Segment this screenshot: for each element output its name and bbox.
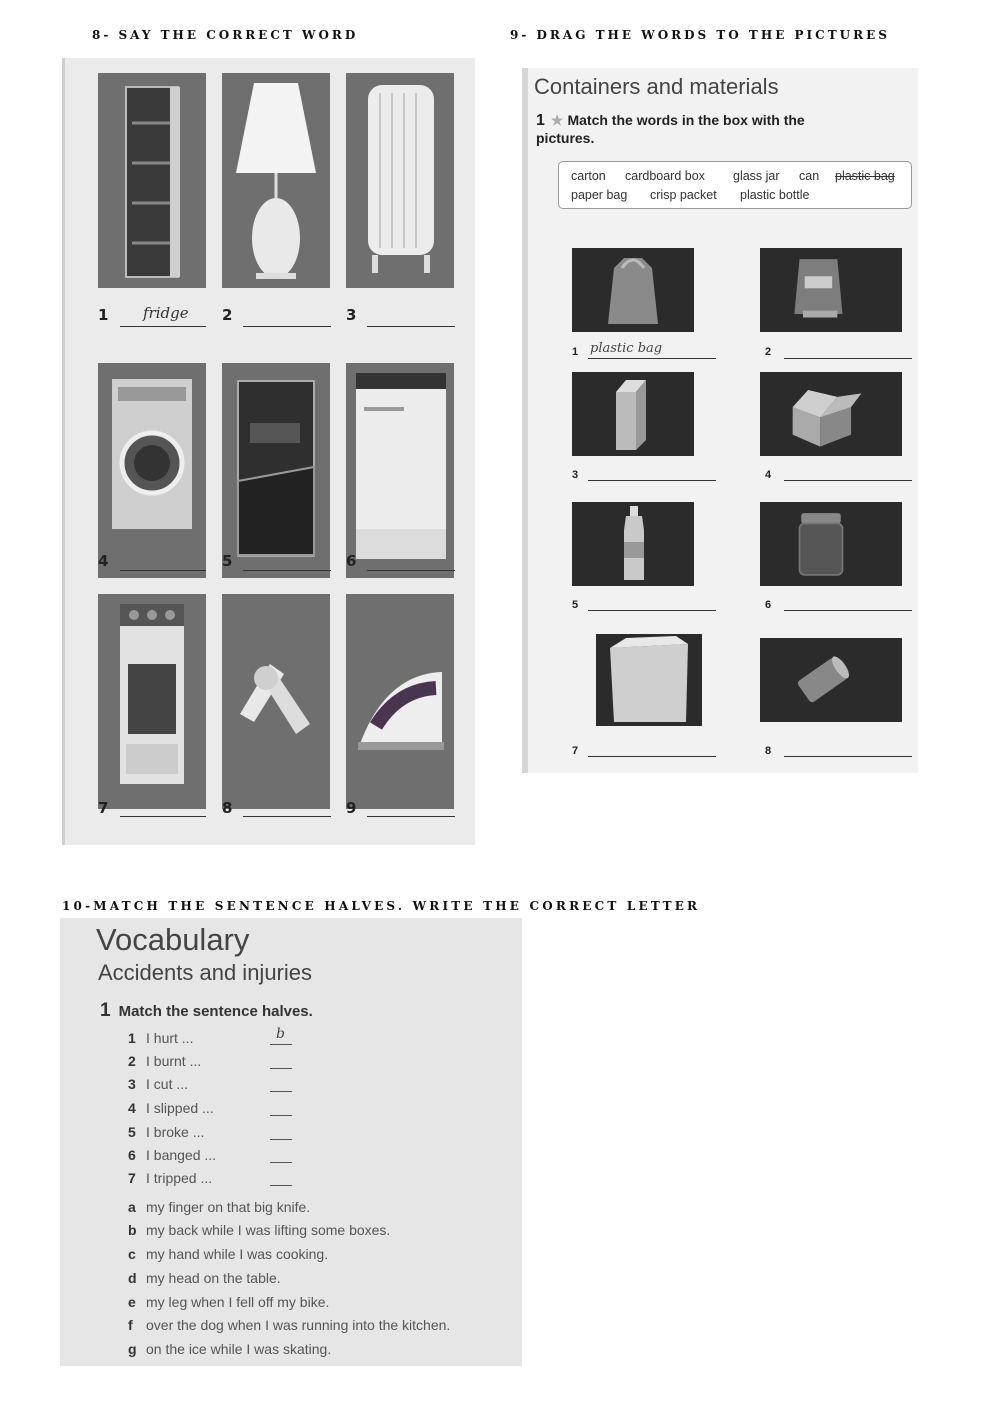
word-chip-cardboard-box[interactable]: cardboard box: [625, 169, 705, 183]
item-number: 7: [98, 799, 109, 817]
answer-line[interactable]: [243, 326, 331, 327]
iron-icon: [346, 594, 454, 809]
item-number: 6: [765, 599, 772, 611]
plastic-bag-icon[interactable]: [572, 248, 694, 332]
answer-line[interactable]: [120, 326, 206, 327]
word-chip-plastic-bottle[interactable]: plastic bottle: [740, 188, 810, 202]
answer-line[interactable]: [588, 480, 716, 481]
list-item: 5 I broke ...: [128, 1124, 205, 1140]
answer-line[interactable]: [588, 610, 716, 611]
answer-line[interactable]: [588, 756, 716, 757]
answer-line[interactable]: [120, 570, 206, 571]
exercise-instruction: [100, 1000, 313, 1022]
heading-section-8: 8- SAY THE CORRECT WORD: [92, 28, 359, 42]
word-chip-crisp-packet[interactable]: crisp packet: [650, 188, 717, 202]
dishwasher-open-icon: [222, 363, 330, 578]
item-number: 5: [572, 599, 579, 611]
written-answer[interactable]: fridge: [143, 304, 189, 322]
word-chip-paper-bag[interactable]: paper bag: [571, 188, 628, 202]
answer-line[interactable]: [367, 326, 455, 327]
answer-line[interactable]: [784, 358, 912, 359]
list-item: b my back while I was lifting some boxes.: [128, 1222, 391, 1238]
answer-blank[interactable]: [270, 1091, 292, 1092]
list-item: 7 I tripped ...: [128, 1170, 213, 1186]
vocabulary-title: Vocabulary: [96, 922, 250, 957]
item-number: 2: [765, 346, 772, 358]
radiator-icon: [346, 73, 454, 288]
answer-line[interactable]: [367, 816, 455, 817]
item-number: 4: [765, 469, 772, 481]
answer-blank[interactable]: [270, 1068, 292, 1069]
tall-fridge-icon: [98, 73, 206, 288]
lamp-icon: [222, 73, 330, 288]
heading-section-9: 9- DRAG THE WORDS TO THE PICTURES: [510, 28, 890, 42]
washing-machine-icon: [98, 363, 206, 578]
list-item: d my head on the table.: [128, 1270, 281, 1286]
list-item: 3 I cut ...: [128, 1076, 189, 1092]
carton-icon[interactable]: [572, 372, 694, 456]
answer-line[interactable]: [784, 480, 912, 481]
answer-line[interactable]: [784, 756, 912, 757]
word-chip-glass-jar[interactable]: glass jar: [733, 169, 780, 183]
word-chip-plastic-bag[interactable]: plastic bag: [835, 169, 895, 183]
item-number: 1: [572, 346, 579, 358]
item-number: 6: [346, 552, 357, 570]
answer-line[interactable]: [243, 570, 331, 571]
crisp-packet-icon[interactable]: [760, 248, 902, 332]
item-number: 3: [346, 306, 357, 324]
dishwasher-icon: [346, 363, 454, 578]
answer-line[interactable]: [243, 816, 331, 817]
written-answer[interactable]: plastic bag: [590, 341, 663, 356]
vocabulary-subtitle: Accidents and injuries: [98, 960, 313, 985]
can-icon[interactable]: [760, 638, 902, 722]
exercise-number: 1: [100, 1000, 111, 1021]
list-item: 6 I banged ...: [128, 1147, 217, 1163]
answer-line[interactable]: [120, 816, 206, 817]
answer-line[interactable]: [588, 358, 716, 359]
item-number: 4: [98, 552, 109, 570]
list-item: 1 I hurt ...: [128, 1030, 194, 1046]
written-answer[interactable]: b: [276, 1026, 285, 1042]
answer-line[interactable]: [367, 570, 455, 571]
star-icon: ★: [550, 112, 564, 128]
list-item: e my leg when I fell off my bike.: [128, 1294, 330, 1310]
exercise-number: 1: [536, 112, 545, 129]
answer-blank[interactable]: [270, 1115, 292, 1116]
hairdryer-icon: [222, 594, 330, 809]
item-number: 7: [572, 745, 579, 757]
item-number: 8: [765, 745, 772, 757]
accidents-worksheet: [60, 918, 522, 1366]
heading-section-10: 10-MATCH THE SENTENCE HALVES. WRITE THE CORRECT LETTER: [62, 899, 701, 913]
plastic-bottle-icon[interactable]: [572, 502, 694, 586]
word-box: [558, 161, 912, 209]
glass-jar-icon[interactable]: [760, 502, 902, 586]
list-item: 2 I burnt ...: [128, 1053, 202, 1069]
item-number: 9: [346, 799, 357, 817]
exercise-instruction: [536, 112, 856, 146]
answer-blank[interactable]: [270, 1139, 292, 1140]
instruction-text: Match the words in the box with the pictures.: [536, 112, 805, 146]
containers-worksheet: [522, 68, 918, 773]
exercise-title: Containers and materials: [534, 74, 779, 99]
appliances-worksheet: [62, 58, 475, 845]
item-number: 2: [222, 306, 233, 324]
word-chip-carton[interactable]: carton: [571, 169, 606, 183]
item-number: 1: [98, 306, 109, 324]
item-number: 8: [222, 799, 233, 817]
list-item: c my hand while I was cooking.: [128, 1246, 329, 1262]
answer-blank[interactable]: [270, 1162, 292, 1163]
item-number: 3: [572, 469, 579, 481]
list-item: g on the ice while I was skating.: [128, 1341, 332, 1357]
list-item: a my finger on that big knife.: [128, 1199, 311, 1215]
instruction-text: Match the sentence halves.: [118, 1003, 313, 1020]
list-item: 4 I slipped ...: [128, 1100, 214, 1116]
item-number: 5: [222, 552, 233, 570]
cardboard-box-icon[interactable]: [760, 372, 902, 456]
paper-bag-icon[interactable]: [596, 634, 702, 726]
cooker-icon: [98, 594, 206, 809]
list-item: f over the dog when I was running into the kitchen.: [128, 1317, 451, 1333]
answer-blank[interactable]: [270, 1185, 292, 1186]
word-chip-can[interactable]: can: [799, 169, 820, 183]
answer-blank[interactable]: [270, 1044, 292, 1045]
answer-line[interactable]: [784, 610, 912, 611]
